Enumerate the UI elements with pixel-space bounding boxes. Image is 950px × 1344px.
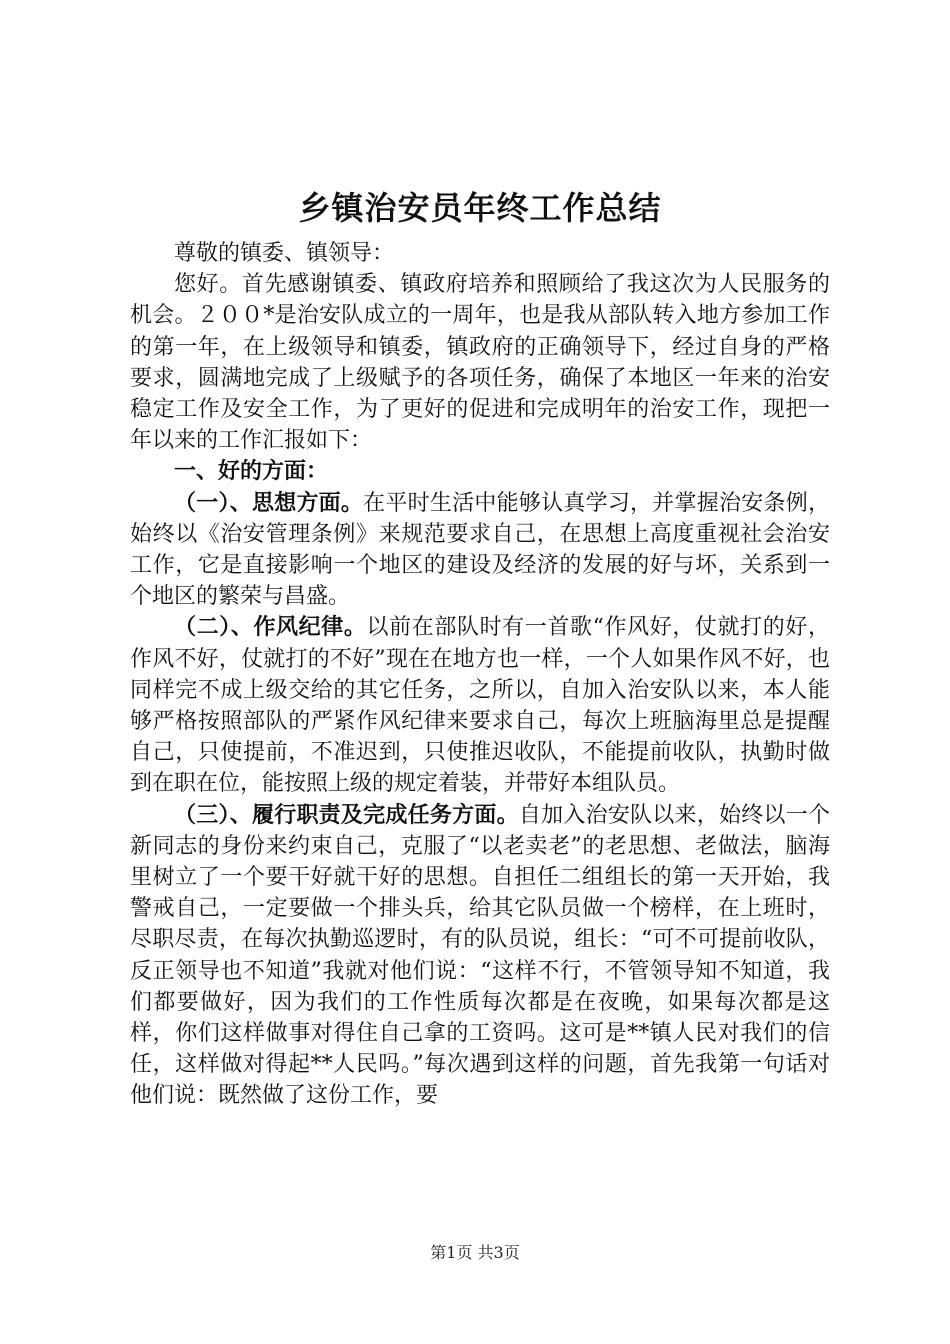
document-title: 乡镇治安员年终工作总结 (298, 189, 662, 227)
item-heading-discipline: （二）、作风纪律。 (174, 615, 367, 641)
item-text-discipline: 以前在部队时有一首歌“作风好，仗就打的好，作风不好，仗就打的不好”现在在地方也一样，一个人如果作风不好，也同样完不成上级交给的其它任务，之所以，自加入治安队以来，本人能够严格按照部队的严紧作风纪律来要求自己，每次上班脑海里总是提醒自己，只使提前，不准迟到，只使推迟收队，不能提前收队，执勤时做到在职在位，能按照上级的规定着装，并带好本组队员。 (130, 615, 830, 797)
section-heading-good-aspects: 一、好的方面： (174, 459, 329, 485)
page-footer: 第1页 共3页 (430, 1243, 520, 1262)
item-text-duties: 自加入治安队以来，始终以一个新同志的身份来约束自己，克服了“以老卖老”的老思想、老做法，脑海里树立了一个要干好就干好的思想。自担任二组组长的第一天开始，我警戒自己，一定要做一个排头兵，给其它队员做一个榜样，在上班时，尽职尽责，在每次执勤巡逻时，有的队员说，组长：“可不可提前收队，反正领导也不知道”我就对他们说：“这样不行，不管领导知不知道，我们都要做好，因为我们的工作性质每次都是在夜晚，如果每次都是这样，你们这样做事对得住自己拿的工资吗。这可是**镇人民对我们的信任，这样做对得起**人民吗。”每次遇到这样的问题，首先我第一句话对他们说：既然做了这份工作，要 (130, 802, 830, 1109)
item-heading-thought: （一）、思想方面。 (174, 490, 364, 516)
salutation: 尊敬的镇委、镇领导： (174, 241, 395, 266)
intro-paragraph: 您好。首先感谢镇委、镇政府培养和照顾给了我这次为人民服务的机会。２００*是治安队成立的一周年，也是我从部队转入地方参加工作的第一年，在上级领导和镇委，镇政府的正确领导下，经过自身的严格要求，圆满地完成了上级赋予的各项任务，确保了本地区一年来的治安稳定工作及安全工作，为了更好的促进和完成明年的治安工作，现把一年以来的工作汇报如下： (130, 272, 830, 454)
item-paragraph-thought (130, 488, 830, 613)
item-paragraph-duties (130, 800, 830, 1112)
item-heading-duties: （三）、履行职责及完成任务方面。 (174, 802, 519, 828)
item-text-thought: 在平时生活中能够认真学习，并掌握治安条例，始终以《治安管理条例》来规范要求自己，在思想上高度重视社会治安工作，它是直接影响一个地区的建设及经济的发展的好与坏，关系到一个地区的繁荣与昌盛。 (130, 490, 830, 610)
document-page (130, 180, 830, 1112)
item-paragraph-discipline (130, 612, 830, 799)
